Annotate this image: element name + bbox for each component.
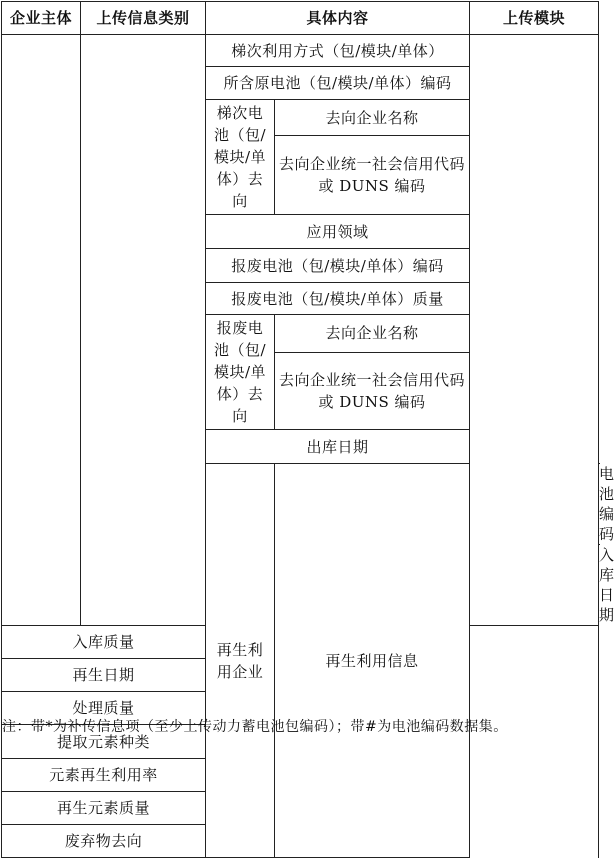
content-cell: 报废电池（包/模块/单体）质量 xyxy=(206,283,470,315)
scrap-destination-label: 报废电池（包/模块/单体）去向 xyxy=(206,315,275,430)
content-cell: 再生日期 xyxy=(2,659,206,692)
content-cell: 元素再生利用率 xyxy=(2,759,206,792)
content-cell: 去向企业名称 xyxy=(275,100,470,136)
entity-cell-a xyxy=(2,35,81,626)
header-module: 上传模块 xyxy=(470,2,599,35)
cascade-destination-label: 梯次电池（包/模块/单体）去向 xyxy=(206,100,275,215)
table-row: 再生利用企业 再生利用信息 电池编码 xyxy=(2,464,599,545)
category-cell-a xyxy=(81,35,206,626)
content-cell: 处理质量 xyxy=(2,692,206,725)
content-cell: 出库日期 xyxy=(206,430,470,464)
entity-cell-b: 再生利用企业 xyxy=(206,464,275,858)
header-row xyxy=(2,2,599,35)
content-cell: 去向企业名称 xyxy=(275,315,470,353)
content-cell: 所含原电池（包/模块/单体）编码 xyxy=(206,67,470,100)
header-entity: 企业主体 xyxy=(2,2,81,35)
module-cell-a xyxy=(470,35,599,626)
content-cell: 提取元素种类 xyxy=(2,725,206,759)
footnote: 注：带*为补传信息项（至少上传动力蓄电池包编码）；带#为电池编码数据集。 xyxy=(2,719,508,735)
header-category: 上传信息类别 xyxy=(81,2,206,35)
category-cell-b: 再生利用信息 xyxy=(275,464,470,858)
content-cell: 梯次利用方式（包/模块/单体） xyxy=(206,35,470,67)
table-row xyxy=(2,35,599,67)
content-cell: 废弃物去向 xyxy=(2,825,206,858)
content-cell: 入库质量 xyxy=(2,626,206,659)
content-cell: 再生元素质量 xyxy=(2,792,206,825)
content-cell: 报废电池（包/模块/单体）编码 xyxy=(206,249,470,283)
content-cell: 去向企业统一社会信用代码或 DUNS 编码 xyxy=(275,136,470,215)
content-cell: 去向企业统一社会信用代码或 DUNS 编码 xyxy=(275,352,470,430)
content-cell: 应用领域 xyxy=(206,215,470,249)
table-row: 入库日期 xyxy=(599,546,615,624)
header-content: 具体内容 xyxy=(206,2,470,35)
